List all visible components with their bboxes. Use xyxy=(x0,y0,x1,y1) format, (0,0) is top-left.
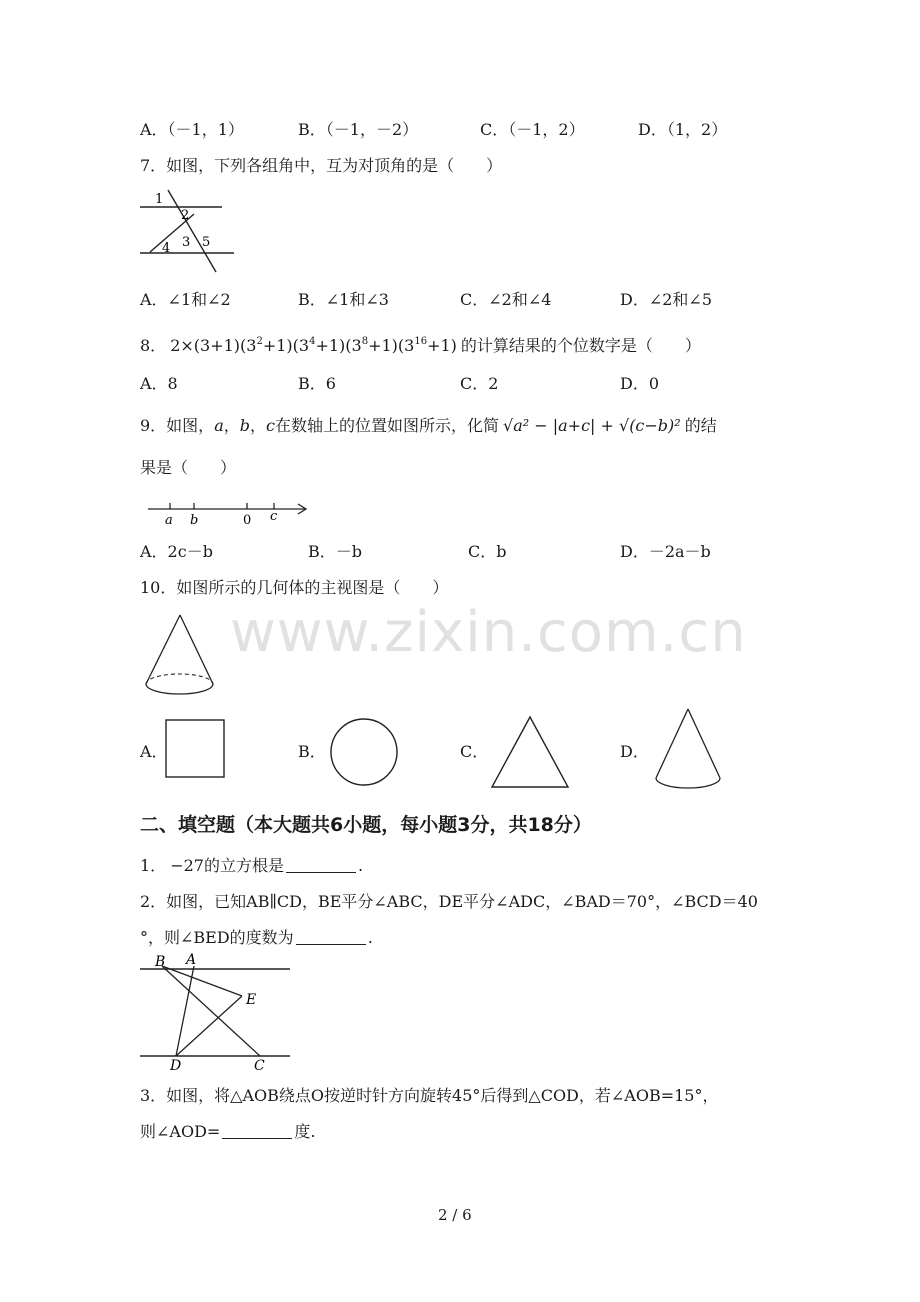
q9-stem-line2: 果是（ ） xyxy=(140,458,237,477)
q8-stem xyxy=(140,332,701,356)
q9-option-c: C．b xyxy=(468,542,507,561)
q7-label-3: 3 xyxy=(182,235,191,250)
q7-label-4: 4 xyxy=(162,241,171,256)
q8-suffix: 的计算结果的个位数字是（ ） xyxy=(460,336,701,355)
q9-option-b: B．－b xyxy=(308,542,363,561)
q10-option-d-label: D． xyxy=(620,742,649,761)
q9-axis-a: a xyxy=(165,513,173,528)
f2-label-e: E xyxy=(246,992,257,1008)
q7-label-2: 2 xyxy=(181,208,190,223)
q7-label-1: 1 xyxy=(155,192,164,207)
f2-label-d: D xyxy=(170,1058,182,1072)
q8-prefix: 8． xyxy=(140,336,167,355)
q7-option-b: B．∠1和∠3 xyxy=(298,290,389,309)
f2-label-c: C xyxy=(254,1058,265,1072)
q7-option-d: D．∠2和∠5 xyxy=(620,290,713,309)
f2-line1: 2．如图，已知AB∥CD，BE平分∠ABC，DE平分∠ADC，∠BAD＝70°，∠BCD＝40 xyxy=(140,892,758,911)
f2-label-b: B xyxy=(155,954,166,970)
page-number: 2 / 6 xyxy=(438,1206,472,1224)
q10-option-d-cone xyxy=(652,706,724,792)
q10-cone-figure xyxy=(140,612,220,698)
f1-stem: 1． −27的立方根是 . xyxy=(140,856,364,875)
q9-axis-0: 0 xyxy=(243,513,252,528)
q8-option-a: A．8 xyxy=(140,374,178,393)
f2-label-a: A xyxy=(186,952,197,968)
q8-option-d: D．0 xyxy=(620,374,660,393)
f1-blank[interactable] xyxy=(286,856,356,873)
q7-figure xyxy=(138,186,238,276)
q9-option-a: A．2c－b xyxy=(140,542,213,561)
q8-option-c: C．2 xyxy=(460,374,499,393)
q9-var-b: b xyxy=(239,416,250,435)
q6-option-a: A．（－1，1） xyxy=(140,120,244,139)
q7-option-a: A．∠1和∠2 xyxy=(140,290,231,309)
q10-option-b-label: B． xyxy=(298,742,326,761)
q10-option-a-square xyxy=(164,718,228,780)
f2-blank[interactable] xyxy=(296,928,366,945)
q9-var-a: a xyxy=(214,416,224,435)
f3-line2: 则∠AOD= 度. xyxy=(140,1122,316,1141)
q10-option-c-triangle xyxy=(488,714,572,790)
q7-option-c: C．∠2和∠4 xyxy=(460,290,552,309)
q10-option-a-label: A． xyxy=(140,742,168,761)
q6-option-c: C．（－1，2） xyxy=(480,120,585,139)
q8-expression: $2\times(3+1)(3^2+1)(3^4+1)(3^8+1)(3^{16}+1)$ xyxy=(170,336,457,355)
q9-stem: 9．如图，a，b，c在数轴上的位置如图所示，化简 √a² − |a+c| + √(c−b)² 的结 xyxy=(140,416,717,435)
q6-option-b: B．（－1，－2） xyxy=(298,120,419,139)
q10-option-b-circle xyxy=(328,716,400,788)
watermark: www.zixin.com.cn xyxy=(230,600,747,665)
f3-line1: 3．如图，将△AOB绕点O按逆时针方向旋转45°后得到△COD，若∠AOB=15°， xyxy=(140,1086,719,1105)
q9-option-d: D．－2a－b xyxy=(620,542,711,561)
f2-figure xyxy=(138,952,294,1072)
q9-number-line xyxy=(146,496,312,530)
q9-expression: √a² − |a+c| + √(c−b)² xyxy=(503,416,681,435)
q10-option-c-label: C． xyxy=(460,742,489,761)
section2-title: 二、填空题（本大题共6小题，每小题3分，共18分） xyxy=(140,814,592,836)
q10-stem: 10．如图所示的几何体的主视图是（ ） xyxy=(140,578,449,597)
f2-line2: °，则∠BED的度数为 . xyxy=(140,928,373,947)
q8-option-b: B．6 xyxy=(298,374,336,393)
f1-expression: −27 xyxy=(170,856,204,875)
q6-option-d: D．（1，2） xyxy=(638,120,728,139)
q7-label-5: 5 xyxy=(202,235,211,250)
q9-var-c: c xyxy=(266,416,275,435)
q7-stem: 7．如图，下列各组角中，互为对顶角的是（ ） xyxy=(140,156,503,175)
f3-blank[interactable] xyxy=(222,1122,292,1139)
q9-axis-b: b xyxy=(190,513,199,528)
q9-axis-c: c xyxy=(270,509,278,524)
